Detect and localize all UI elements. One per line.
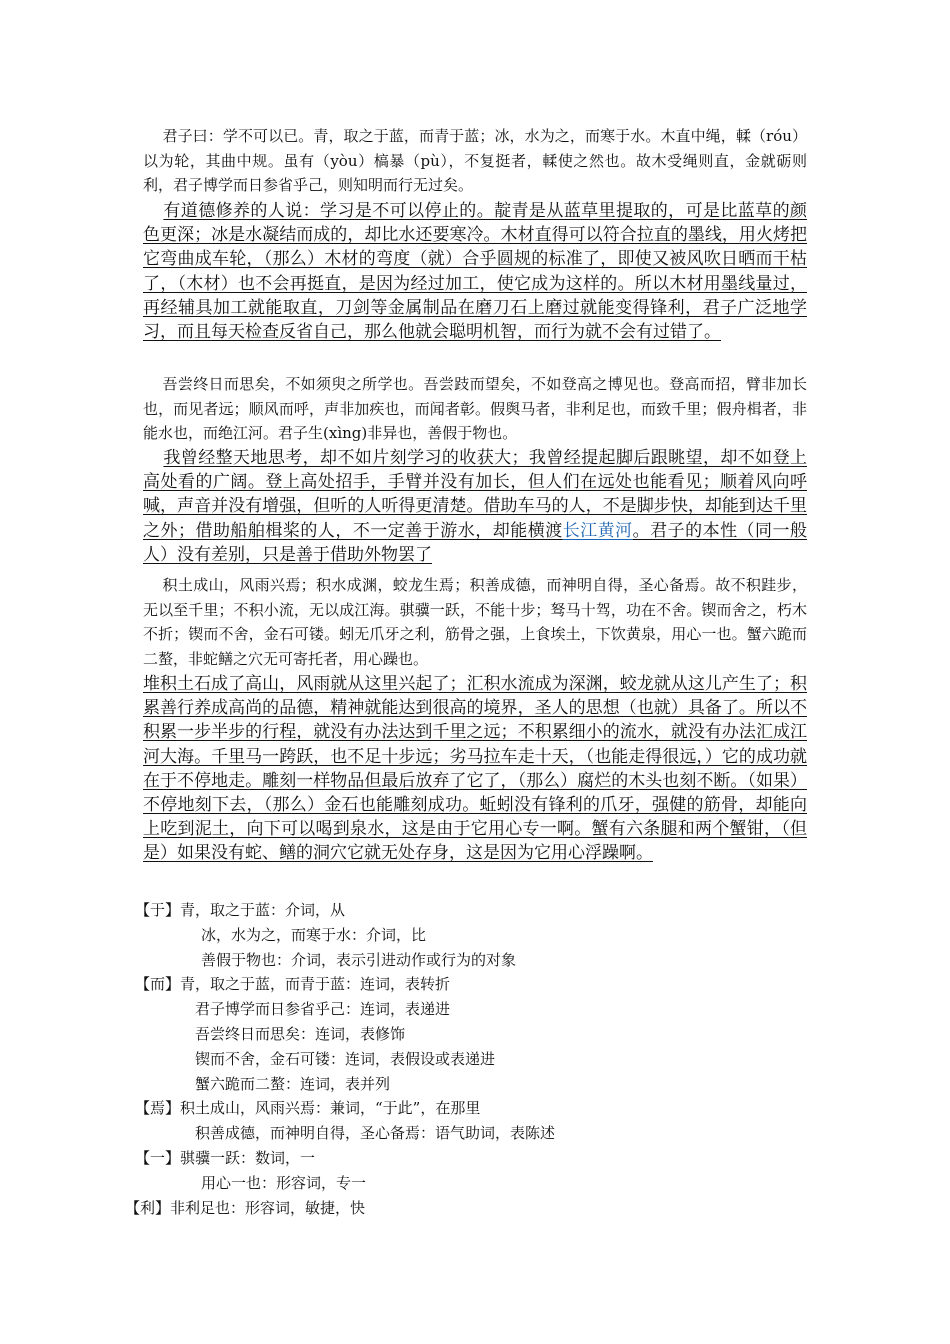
translation-text-3: 堆积土石成了高山，风雨就从这里兴起了；汇积水流成为深渊，蛟龙就从这儿产生了；积累善行养成高尚的品德，精神就能达到很高的境界，圣人的思想（也就）具备了。所以不积累一步半步的行程，就没有办法达到千里之远；不积累细小的流水，就没有办法汇成江河大海。千里马一跨跃，也不足十步远；劣马拉车走十天，（也能走得很远，）它的成功就在于不停地走。雕刻一样物品但最后放弃了它了，（那么）腐烂的木头也刻不断。（如果）不停地刻下去，（那么）金石也能雕刻成功。蚯蚓没有锋利的爪牙，强健的筋骨，却能向上吃到泥土，向下可以喝到泉水，这是由于它用心专一啊。蟹有六条腿和两个蟹钳，（但是）如果没有蛇、鳝的洞穴它就无处存身，这是因为它用心浮躁啊。	[143, 674, 807, 864]
vocabulary-notes	[125, 898, 815, 1220]
note-usage: 青，取之于蓝：介词，从	[180, 901, 346, 919]
changjiang-huanghe-link[interactable]: 长江黄河	[562, 520, 633, 541]
note-usage: 积土成山，风雨兴焉：兼词，“于此”，在那里	[180, 1099, 481, 1118]
note-tag: 【焉】	[135, 1099, 181, 1118]
translation-text-1: 有道德修养的人说：学习是不可以停止的。靛青是从蓝草里提取的，可是比蓝草的颜色更深；冰是水凝结而成的，却比水还要寒冷。木材直得可以符合拉直的墨线，用火烤把它弯曲成车轮，（那么）木材的弯度（就）合乎圆规的标准了，即使又被风吹日晒而干枯了，（木材）也不会再挺直，是因为经过加工，使它成为这样的。所以木材用墨线量过，再经辅具加工就能取直，刀剑等金属制品在磨刀石上磨过就能变得锋利，君子广泛地学习，而且每天检查反省自己，那么他就会聪明机智，而行为就不会有过错了。	[143, 201, 807, 343]
translation-paragraph-3	[143, 672, 807, 866]
original-text-paragraph-1: 君子曰：学不可以已。青，取之于蓝，而青于蓝；冰，水为之，而寒于水。木直中绳，輮（róu）以为轮，其曲中规。虽有（yòu）槁暴（pù），不复挺者，輮使之然也。故木受绳则直，金就砺则利，君子博学而日参省乎己，则知明而行无过矣。	[143, 127, 807, 194]
translation-paragraph-2	[143, 446, 807, 567]
note-usage: 青，取之于蓝，而青于蓝：连词，表转折	[180, 975, 451, 994]
note-usage-line: 积善成德，而神明自得，圣心备焉：语气助词，表陈述	[195, 1124, 556, 1143]
note-tag: 【一】	[135, 1148, 181, 1167]
translation-paragraph-1	[143, 199, 807, 344]
original-text-paragraph-3: 积土成山，风雨兴焉；积水成渊，蛟龙生焉；积善成德，而神明自得，圣心备焉。故不积跬步，无以至千里；不积小流，无以成江海。骐骥一跃，不能十步；驽马十驾，功在不舍。锲而舍之，朽木不折；锲而不舍，金石可镂。蚓无爪牙之利，筋骨之强，上食埃土，下饮黄泉，用心一也。蟹六跪而二螯，非蛇鳝之穴无可寄托者，用心躁也。	[143, 576, 807, 668]
translation-text-2b: 。君子的本性（同一般人）没有差别，只是善于借助外物罢了	[143, 520, 808, 565]
note-usage-line: 冰，水为之，而寒于水：介词，比	[201, 925, 427, 944]
note-tag: 【于】	[135, 901, 181, 919]
note-yu	[135, 898, 815, 923]
note-er	[135, 972, 815, 997]
note-usage: 非利足也：形容词，敏捷，快	[170, 1198, 366, 1217]
note-yi	[135, 1146, 815, 1171]
note-usage-line: 锲而不舍，金石可镂：连词，表假设或表递进	[195, 1049, 496, 1068]
note-tag: 【而】	[135, 975, 181, 994]
note-tag: 【利】	[125, 1198, 171, 1217]
note-usage-line: 用心一也：形容词，专一	[201, 1173, 367, 1192]
note-usage-line: 吾尝终日而思矣：连词，表修饰	[195, 1024, 406, 1043]
note-usage: 骐骥一跃：数词，一	[180, 1148, 316, 1167]
note-usage-line: 君子博学而日参省乎己：连词，表递进	[195, 1000, 451, 1019]
note-usage-line: 善假于物也：介词，表示引进动作或行为的对象	[201, 950, 517, 969]
translation-text-2a: 我曾经整天地思考，却不如片刻学习的收获大；我曾经提起脚后跟眺望，却不如登上高处看的广阔。登上高处招手，手臂并没有加长，但人们在远处也能看见；顺着风向呼喊，声音并没有增强，但听的人听得更清楚。借助车马的人，不是脚步快，却能到达千里之外；借助船舶楫桨的人，不一定善于游水，却能横渡	[143, 448, 807, 541]
note-li	[125, 1196, 815, 1221]
note-usage-line: 蟹六跪而二螯：连词，表并列	[195, 1074, 391, 1093]
original-text-paragraph-2: 吾尝终日而思矣，不如须臾之所学也。吾尝跂而望矣，不如登高之博见也。登高而招，臂非加长也，而见者远；顺风而呼，声非加疾也，而闻者彰。假舆马者，非利足也，而致千里；假舟楫者，非能水也，而绝江河。君子生(xìng)非异也，善假于物也。	[143, 375, 807, 442]
note-yan	[135, 1096, 815, 1121]
